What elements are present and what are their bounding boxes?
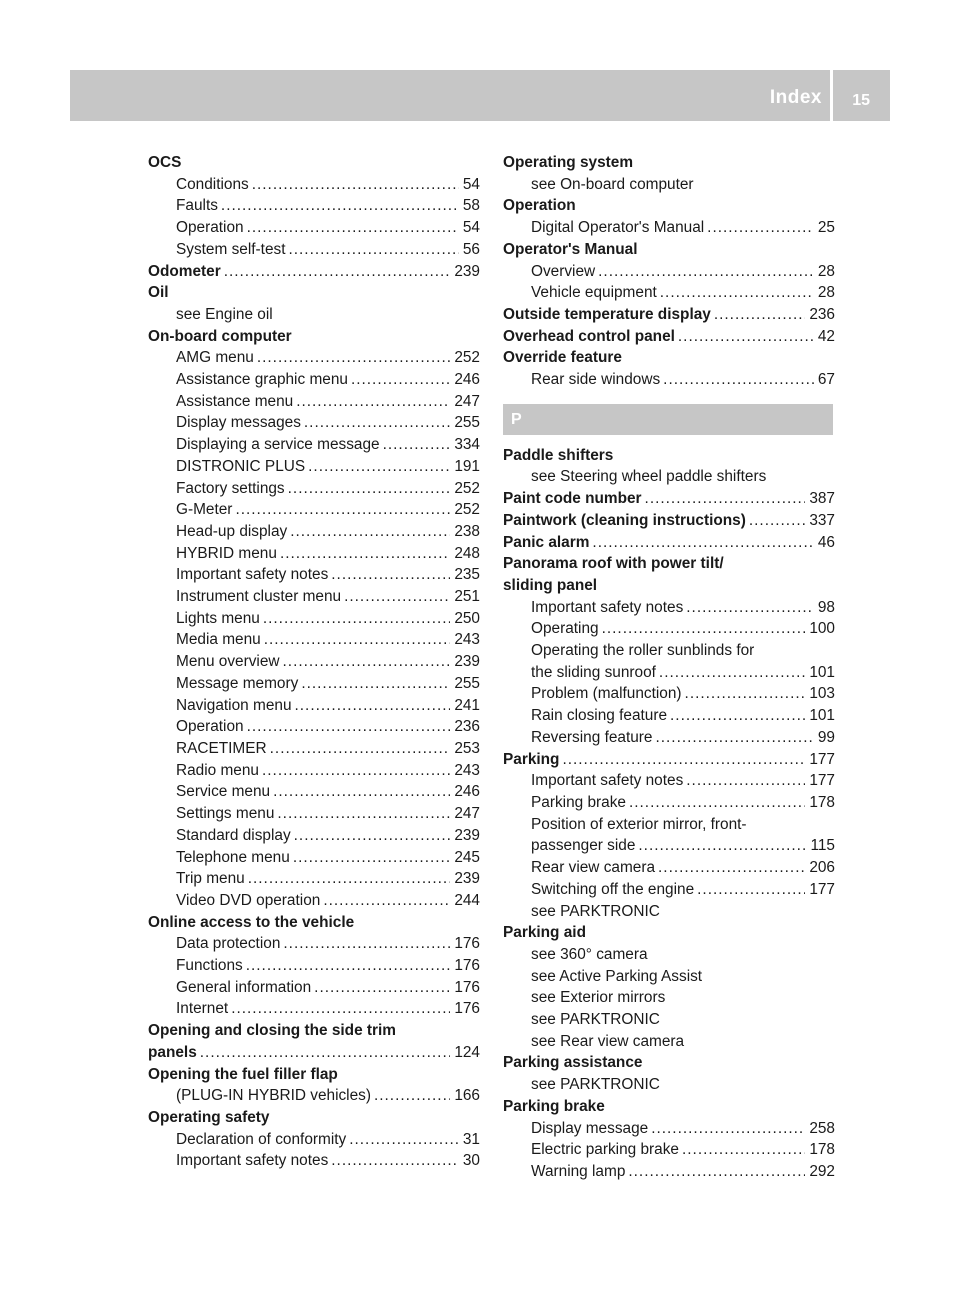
index-column-right: [503, 152, 835, 1183]
entry-page-number[interactable]: 255: [454, 414, 480, 432]
entry-page-number[interactable]: 25: [817, 219, 835, 237]
entry-term: Rear side windows: [531, 371, 661, 389]
dot-leader: [697, 879, 805, 901]
index-subentry[interactable]: [148, 933, 480, 955]
entry-term: Parking brake: [531, 793, 626, 811]
index-subentry[interactable]: [148, 239, 480, 261]
index-subentry[interactable]: [148, 1129, 480, 1151]
index-subentry[interactable]: [148, 369, 480, 391]
dot-leader: [707, 217, 814, 239]
entry-term: Radio menu: [176, 761, 259, 779]
entry-term: Service menu: [176, 783, 271, 801]
index-reference: see PARKTRONIC: [531, 1011, 660, 1029]
index-reference: see On-board computer: [531, 175, 694, 193]
index-heading: Oil: [148, 284, 169, 302]
dot-leader: [598, 261, 814, 283]
entry-term: Important safety notes: [176, 566, 329, 584]
index-subentry[interactable]: [148, 347, 480, 369]
dot-leader: [749, 510, 805, 532]
entry-page-number[interactable]: 28: [817, 284, 835, 302]
dot-leader: [296, 391, 450, 413]
dot-leader: [283, 651, 451, 673]
entry-page-number[interactable]: 54: [462, 175, 480, 193]
index-heading: Operating system: [503, 154, 634, 171]
index-subentry[interactable]: [148, 1150, 480, 1172]
index-subentry[interactable]: [148, 695, 480, 717]
index-subentry[interactable]: [148, 391, 480, 413]
entry-term: Media menu: [176, 631, 261, 649]
entry-page-number[interactable]: 124: [454, 1043, 480, 1061]
entry-page-number[interactable]: 246: [454, 783, 480, 801]
dot-leader: [670, 705, 805, 727]
index-reference: see Engine oil: [176, 305, 273, 323]
dot-leader: [663, 369, 814, 391]
index-subentry[interactable]: [503, 217, 835, 239]
index-subentry[interactable]: [148, 955, 480, 977]
entry-term: Display message: [531, 1119, 649, 1137]
index-subentry[interactable]: [503, 1139, 835, 1161]
entry-page-number[interactable]: 253: [454, 739, 480, 757]
entry-term: Problem (malfunction): [531, 685, 682, 703]
entry-page-number[interactable]: 42: [817, 327, 835, 345]
dot-leader: [280, 543, 450, 565]
index-subentry[interactable]: [148, 868, 480, 890]
entry-term: panels: [148, 1043, 197, 1061]
dot-leader: [658, 857, 805, 879]
dot-leader: [628, 1161, 805, 1183]
entry-page-number[interactable]: 176: [454, 935, 480, 953]
index-subentry[interactable]: [148, 977, 480, 999]
entry-term: Switching off the engine: [531, 880, 695, 898]
index-subentry[interactable]: [148, 521, 480, 543]
entry-page-number[interactable]: 177: [809, 750, 835, 768]
entry-page-number[interactable]: 176: [454, 957, 480, 975]
entry-term: the sliding sunroof: [531, 663, 656, 681]
entry-page-number[interactable]: 241: [454, 696, 480, 714]
index-subentry[interactable]: [503, 792, 835, 814]
entry-page-number[interactable]: 236: [809, 305, 835, 323]
entry-term: Vehicle equipment: [531, 284, 657, 302]
entry-term: Assistance graphic menu: [176, 371, 348, 389]
entry-page-number[interactable]: 191: [454, 457, 480, 475]
index-reference: see PARKTRONIC: [531, 1076, 660, 1094]
dot-leader: [685, 683, 806, 705]
entry-term: General information: [176, 978, 312, 996]
entry-page-number[interactable]: 251: [454, 588, 480, 606]
dot-leader: [562, 749, 805, 771]
index-heading: Override feature: [503, 349, 622, 367]
index-heading: Operation: [503, 197, 576, 215]
dot-leader: [651, 1118, 805, 1140]
index-reference: see Active Parking Assist: [531, 967, 703, 985]
header-divider: [830, 70, 833, 121]
index-reference: see PARKTRONIC: [531, 902, 660, 920]
index-entry[interactable]: [503, 488, 835, 510]
entry-term: Operation: [176, 219, 244, 237]
index-subentry[interactable]: [148, 564, 480, 586]
index-heading: OCS: [148, 154, 182, 171]
index-reference: Operating the roller sunblinds for: [531, 642, 755, 660]
dot-leader: [629, 792, 805, 814]
entry-page-number[interactable]: 239: [454, 262, 480, 280]
entry-page-number[interactable]: 30: [462, 1152, 480, 1170]
entry-page-number[interactable]: 246: [454, 371, 480, 389]
index-heading: Opening the fuel filler flap: [148, 1065, 338, 1083]
entry-term: Outside temperature display: [503, 305, 711, 323]
entry-page-number[interactable]: 247: [454, 392, 480, 410]
dot-leader: [288, 478, 451, 500]
index-subentry[interactable]: [148, 499, 480, 521]
entry-page-number[interactable]: 56: [462, 240, 480, 258]
dot-leader: [331, 1150, 459, 1172]
index-reference: see Steering wheel paddle shifters: [531, 468, 767, 486]
entry-page-number[interactable]: 67: [817, 371, 835, 389]
index-heading: Opening and closing the side trim: [148, 1022, 396, 1040]
entry-page-number[interactable]: 292: [809, 1162, 835, 1180]
dot-leader: [682, 1139, 805, 1161]
index-subentry[interactable]: [503, 618, 835, 640]
dot-leader: [246, 955, 451, 977]
dot-leader: [374, 1085, 450, 1107]
entry-page-number[interactable]: 54: [462, 219, 480, 237]
index-subentry[interactable]: [148, 174, 480, 196]
entry-term: Internet: [176, 1000, 229, 1018]
index-subentry[interactable]: [148, 586, 480, 608]
index-subentry[interactable]: [148, 608, 480, 630]
entry-term: Operating: [531, 620, 599, 638]
index-subentry[interactable]: [503, 857, 835, 879]
entry-page-number[interactable]: 247: [454, 805, 480, 823]
entry-page-number[interactable]: 206: [809, 859, 835, 877]
index-subentry[interactable]: [148, 1085, 480, 1107]
entry-term: Digital Operator's Manual: [531, 219, 705, 237]
index-heading: Operator's Manual: [503, 240, 638, 258]
index-heading: Parking assistance: [503, 1054, 643, 1072]
entry-page-number[interactable]: 245: [454, 848, 480, 866]
entry-page-number[interactable]: 255: [454, 674, 480, 692]
index-subentry[interactable]: [148, 760, 480, 782]
index-subentry[interactable]: [148, 629, 480, 651]
page-number: 15: [852, 92, 870, 109]
entry-page-number[interactable]: 178: [809, 1141, 835, 1159]
entry-term: Important safety notes: [176, 1152, 329, 1170]
entry-page-number[interactable]: 252: [454, 501, 480, 519]
entry-page-number[interactable]: 28: [817, 262, 835, 280]
index-heading: Parking aid: [503, 924, 586, 942]
dot-leader: [714, 304, 805, 326]
page-header: [70, 70, 890, 121]
dot-leader: [257, 347, 450, 369]
index-subentry[interactable]: [148, 478, 480, 500]
dot-leader: [659, 662, 805, 684]
dot-leader: [294, 825, 451, 847]
index-subentry[interactable]: [148, 412, 480, 434]
dot-leader: [660, 282, 814, 304]
dot-leader: [273, 781, 450, 803]
index-subentry[interactable]: [503, 727, 835, 749]
dot-leader: [678, 326, 814, 348]
index-entry[interactable]: [148, 1042, 480, 1064]
index-heading: Parking brake: [503, 1097, 605, 1115]
entry-page-number[interactable]: 252: [454, 349, 480, 367]
dot-leader: [331, 564, 450, 586]
index-entry[interactable]: [503, 532, 835, 554]
dot-leader: [247, 217, 459, 239]
index-heading: Operating safety: [148, 1108, 270, 1126]
entry-page-number[interactable]: 99: [817, 728, 835, 746]
entry-page-number[interactable]: 239: [454, 870, 480, 888]
dot-leader: [262, 760, 450, 782]
entry-page-number[interactable]: 101: [809, 707, 835, 725]
entry-page-number[interactable]: 58: [462, 197, 480, 215]
index-reference: see Rear view camera: [531, 1032, 685, 1050]
dot-leader: [308, 456, 450, 478]
entry-term: Data protection: [176, 935, 281, 953]
entry-term: Faults: [176, 197, 218, 215]
entry-page-number[interactable]: 235: [454, 566, 480, 584]
entry-page-number[interactable]: 46: [817, 533, 835, 551]
dot-leader: [686, 597, 814, 619]
index-subentry[interactable]: [503, 282, 835, 304]
index-subentry[interactable]: [148, 998, 480, 1020]
dot-leader: [323, 890, 450, 912]
entry-term: Head-up display: [176, 522, 288, 540]
entry-term: Factory settings: [176, 479, 285, 497]
index-subentry[interactable]: [503, 597, 835, 619]
index-entry[interactable]: [148, 261, 480, 283]
entry-term: Operation: [176, 718, 244, 736]
entry-term: Rain closing feature: [531, 707, 668, 725]
entry-term: Odometer: [148, 262, 221, 280]
entry-page-number[interactable]: 244: [454, 891, 480, 909]
entry-term: Reversing feature: [531, 728, 653, 746]
dot-leader: [686, 770, 805, 792]
entry-term: Panic alarm: [503, 533, 590, 551]
entry-term: Trip menu: [176, 870, 245, 888]
index-reference: Position of exterior mirror, front-: [531, 815, 747, 833]
entry-term: Warning lamp: [531, 1162, 626, 1180]
index-subentry[interactable]: [148, 847, 480, 869]
index-reference: see 360° camera: [531, 945, 648, 963]
dot-leader: [224, 261, 451, 283]
entry-term: AMG menu: [176, 349, 254, 367]
dot-leader: [290, 521, 450, 543]
entry-term: Instrument cluster menu: [176, 588, 342, 606]
entry-page-number[interactable]: 101: [809, 663, 835, 681]
entry-term: Paint code number: [503, 490, 642, 508]
dot-leader: [293, 847, 451, 869]
entry-term: Rear view camera: [531, 859, 656, 877]
index-subentry[interactable]: [503, 261, 835, 283]
entry-page-number[interactable]: 258: [809, 1119, 835, 1137]
entry-page-number[interactable]: 248: [454, 544, 480, 562]
entry-page-number[interactable]: 252: [454, 479, 480, 497]
dot-leader: [235, 499, 450, 521]
letter-heading: P: [503, 404, 833, 435]
entry-term: Lights menu: [176, 609, 260, 627]
dot-leader: [349, 1129, 459, 1151]
entry-term: Functions: [176, 957, 243, 975]
dot-leader: [200, 1042, 451, 1064]
entry-term: Paintwork (cleaning instructions): [503, 511, 746, 529]
entry-page-number[interactable]: 239: [454, 826, 480, 844]
index-subentry[interactable]: [503, 683, 835, 705]
dot-leader: [288, 239, 458, 261]
index-column-left: [148, 152, 480, 1172]
entry-term: Overview: [531, 262, 596, 280]
dot-leader: [231, 998, 450, 1020]
entry-page-number[interactable]: 31: [462, 1130, 480, 1148]
entry-term: Assistance menu: [176, 392, 294, 410]
entry-term: Conditions: [176, 175, 249, 193]
dot-leader: [638, 835, 806, 857]
dot-leader: [655, 727, 813, 749]
index-subentry[interactable]: [148, 543, 480, 565]
index-subentry[interactable]: [503, 369, 835, 391]
entry-term: Navigation menu: [176, 696, 292, 714]
dot-leader: [295, 695, 451, 717]
entry-page-number[interactable]: 238: [454, 522, 480, 540]
index-subentry[interactable]: [503, 835, 835, 857]
index-subentry[interactable]: [503, 705, 835, 727]
dot-leader: [592, 532, 813, 554]
entry-page-number[interactable]: 243: [454, 761, 480, 779]
dot-leader: [645, 488, 806, 510]
entry-term: (PLUG-IN HYBRID vehicles): [176, 1087, 371, 1105]
index-subentry[interactable]: [148, 456, 480, 478]
index-heading: On-board computer: [148, 327, 292, 345]
entry-page-number[interactable]: 177: [809, 772, 835, 790]
dot-leader: [344, 586, 450, 608]
entry-page-number[interactable]: 177: [809, 880, 835, 898]
dot-leader: [248, 868, 451, 890]
dot-leader: [221, 195, 459, 217]
dot-leader: [247, 716, 451, 738]
index-entry[interactable]: [503, 510, 835, 532]
index-subentry[interactable]: [148, 825, 480, 847]
entry-term: Video DVD operation: [176, 891, 321, 909]
index-subentry[interactable]: [503, 1118, 835, 1140]
index-heading: Paddle shifters: [503, 446, 614, 464]
dot-leader: [304, 412, 450, 434]
index-heading: sliding panel: [503, 576, 598, 594]
entry-term: Settings menu: [176, 805, 275, 823]
entry-page-number[interactable]: 239: [454, 653, 480, 671]
entry-term: RACETIMER: [176, 739, 267, 757]
index-subentry[interactable]: [148, 434, 480, 456]
index-subentry[interactable]: [148, 195, 480, 217]
index-subentry[interactable]: [503, 770, 835, 792]
index-subentry[interactable]: [148, 651, 480, 673]
index-entry[interactable]: [503, 304, 835, 326]
entry-term: Standard display: [176, 826, 291, 844]
entry-page-number[interactable]: 103: [809, 685, 835, 703]
dot-leader: [383, 434, 451, 456]
entry-term: G-Meter: [176, 501, 233, 519]
entry-page-number[interactable]: 176: [454, 1000, 480, 1018]
dot-leader: [270, 738, 451, 760]
index-subentry[interactable]: [148, 738, 480, 760]
index-entry[interactable]: [503, 326, 835, 348]
dot-leader: [264, 629, 451, 651]
entry-term: HYBRID menu: [176, 544, 277, 562]
entry-term: Parking: [503, 750, 560, 768]
entry-page-number[interactable]: 178: [809, 793, 835, 811]
index-subentry[interactable]: [148, 716, 480, 738]
entry-term: passenger side: [531, 837, 636, 855]
index-subentry[interactable]: [148, 890, 480, 912]
index-heading: Online access to the vehicle: [148, 913, 355, 931]
entry-term: Declaration of conformity: [176, 1130, 347, 1148]
index-entry[interactable]: [503, 749, 835, 771]
entry-term: Important safety notes: [531, 598, 684, 616]
dot-leader: [351, 369, 450, 391]
entry-page-number[interactable]: 236: [454, 718, 480, 736]
index-reference: see Exterior mirrors: [531, 989, 666, 1007]
dot-leader: [283, 933, 450, 955]
entry-term: Display messages: [176, 414, 301, 432]
entry-term: System self-test: [176, 240, 286, 258]
dot-leader: [277, 803, 450, 825]
entry-term: Important safety notes: [531, 772, 684, 790]
index-subentry[interactable]: [148, 673, 480, 695]
entry-page-number[interactable]: 166: [454, 1087, 480, 1105]
entry-page-number[interactable]: 337: [809, 511, 835, 529]
entry-term: Menu overview: [176, 653, 280, 671]
entry-page-number[interactable]: 387: [809, 490, 835, 508]
entry-page-number[interactable]: 100: [809, 620, 835, 638]
dot-leader: [314, 977, 450, 999]
entry-term: Displaying a service message: [176, 436, 380, 454]
index-subentry[interactable]: [503, 662, 835, 684]
section-title: Index: [769, 87, 822, 108]
entry-term: Message memory: [176, 674, 299, 692]
dot-leader: [602, 618, 806, 640]
entry-page-number[interactable]: 115: [810, 837, 835, 855]
entry-term: Electric parking brake: [531, 1141, 679, 1159]
index-heading: Panorama roof with power tilt/: [503, 555, 724, 573]
index-subentry[interactable]: [148, 803, 480, 825]
dot-leader: [301, 673, 450, 695]
entry-page-number[interactable]: 334: [454, 436, 480, 454]
dot-leader: [252, 174, 459, 196]
entry-page-number[interactable]: 176: [454, 978, 480, 996]
dot-leader: [263, 608, 450, 630]
index-subentry[interactable]: [503, 1161, 835, 1183]
entry-term: Overhead control panel: [503, 327, 675, 345]
entry-page-number[interactable]: 250: [454, 609, 480, 627]
index-subentry[interactable]: [503, 879, 835, 901]
entry-term: DISTRONIC PLUS: [176, 457, 306, 475]
index-subentry[interactable]: [148, 781, 480, 803]
entry-term: Telephone menu: [176, 848, 290, 866]
entry-page-number[interactable]: 98: [817, 598, 835, 616]
index-subentry[interactable]: [148, 217, 480, 239]
entry-page-number[interactable]: 243: [454, 631, 480, 649]
